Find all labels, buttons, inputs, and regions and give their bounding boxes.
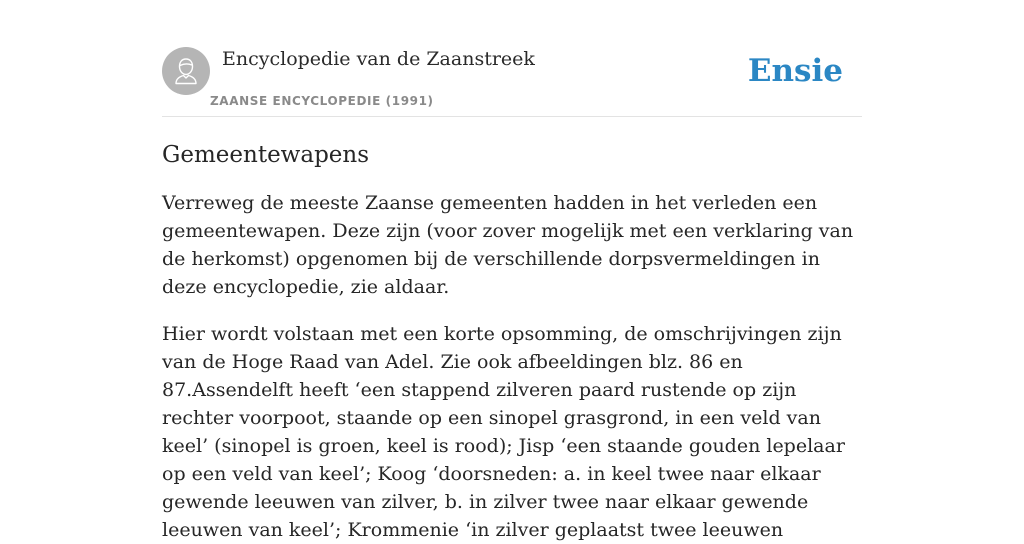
article-paragraph: Verreweg de meeste Zaanse gemeenten hadden in het verleden een gemeentewapen. Deze zijn (voor zover mogelijk met een verklaring van de herkomst) opgenomen bij de verschillende dorpsvermeldingen in deze encyclopedie, zie aldaar. <box>162 192 854 298</box>
source-header <box>162 47 862 117</box>
ensie-logo-link[interactable]: Ensie <box>747 53 843 89</box>
source-subtitle[interactable]: ZAANSE ENCYCLOPEDIE (1991) <box>210 94 434 108</box>
source-title[interactable]: Encyclopedie van de Zaanstreek <box>222 48 535 70</box>
article <box>162 138 862 544</box>
article-paragraph: Hier wordt volstaan met een korte opsomming, de omschrijvingen zijn van de Hoge Raad van Adel. Zie ook afbeeldingen blz. 86 en 87.Assendelft heeft ‘een stappend zilveren paard rustende op zijn rechter voorpoot, staande op een sinopel grasgrond, in een veld van keel’ (sinopel is groen, keel is rood); Jisp ‘een staande gouden lepelaar op een veld van keel’; Koog ‘doorsneden: a. in keel twee naar elkaar gewende leeuwen van zilver, b. in zilver twee naar elkaar gewende leeuwen van keel’; Krommenie ‘in zilver geplaatst twee leeuwen <box>162 323 845 541</box>
article-title: Gemeentewapens <box>162 142 370 168</box>
user-silhouette-icon[interactable] <box>162 47 210 95</box>
